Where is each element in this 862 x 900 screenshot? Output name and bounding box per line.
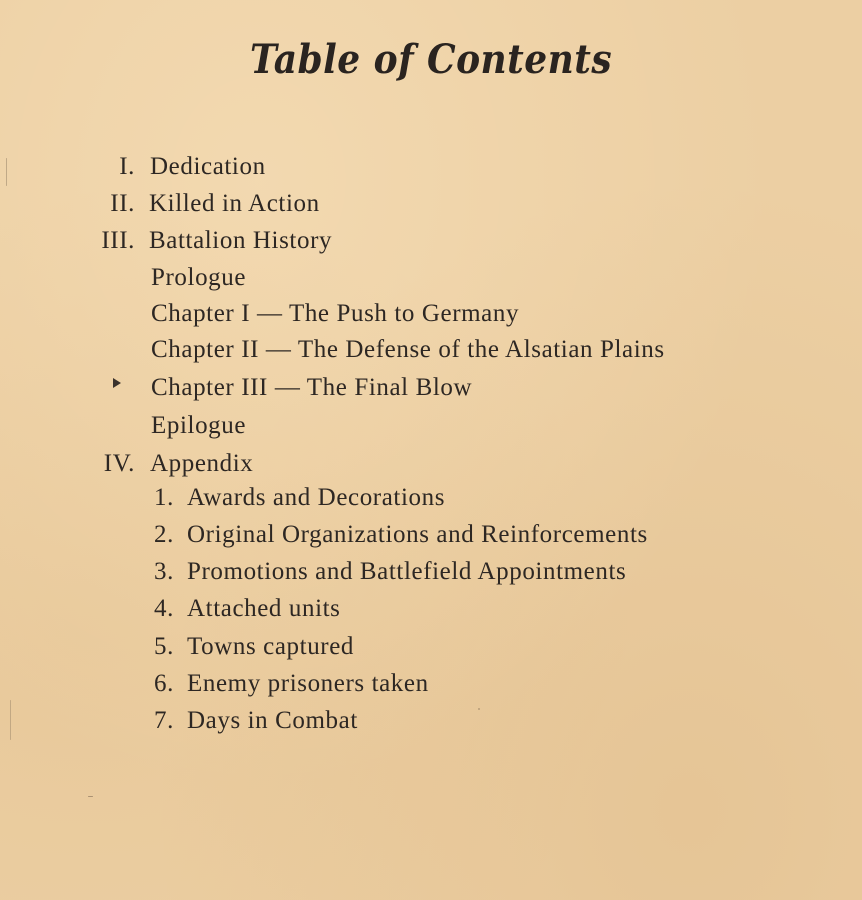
appendix-label: Attached units <box>187 595 341 622</box>
section-label: Killed in Action <box>149 190 320 217</box>
history-item-epilogue: Epilogue <box>151 412 247 439</box>
appendix-label: Enemy prisoners taken <box>187 670 429 697</box>
paper-mark <box>478 708 480 710</box>
history-item-chapter-2: Chapter II — The Defense of the Alsatian Plains <box>151 336 665 363</box>
history-item-prologue: Prologue <box>151 264 247 291</box>
appendix-number: 2. <box>154 521 174 548</box>
appendix-label: Promotions and Battlefield Appointments <box>187 558 627 585</box>
history-item-chapter-1: Chapter I — The Push to Germany <box>151 300 520 327</box>
appendix-number: 4. <box>154 595 174 622</box>
section-label: Appendix <box>150 450 254 477</box>
appendix-number: 6. <box>154 670 174 697</box>
page-title: Table of Contents <box>249 36 613 83</box>
paper-mark <box>10 700 11 740</box>
section-label: Battalion History <box>149 227 333 254</box>
appendix-number: 1. <box>154 484 174 511</box>
history-item-chapter-3: Chapter III — The Final Blow <box>151 374 473 401</box>
appendix-label: Days in Combat <box>187 707 358 734</box>
paper-mark <box>6 158 7 186</box>
section-number: II. <box>110 190 135 217</box>
section-label: Dedication <box>150 153 266 180</box>
appendix-label: Original Organizations and Reinforcements <box>187 521 648 548</box>
section-number: I. <box>119 153 135 180</box>
section-number: III. <box>101 227 135 254</box>
pointer-mark <box>113 378 121 388</box>
appendix-label: Awards and Decorations <box>187 484 446 511</box>
appendix-number: 5. <box>154 633 174 660</box>
section-number: IV. <box>103 450 135 477</box>
appendix-number: 3. <box>154 558 174 585</box>
appendix-label: Towns captured <box>187 633 355 660</box>
appendix-number: 7. <box>154 707 174 734</box>
paper-mark <box>88 796 93 797</box>
